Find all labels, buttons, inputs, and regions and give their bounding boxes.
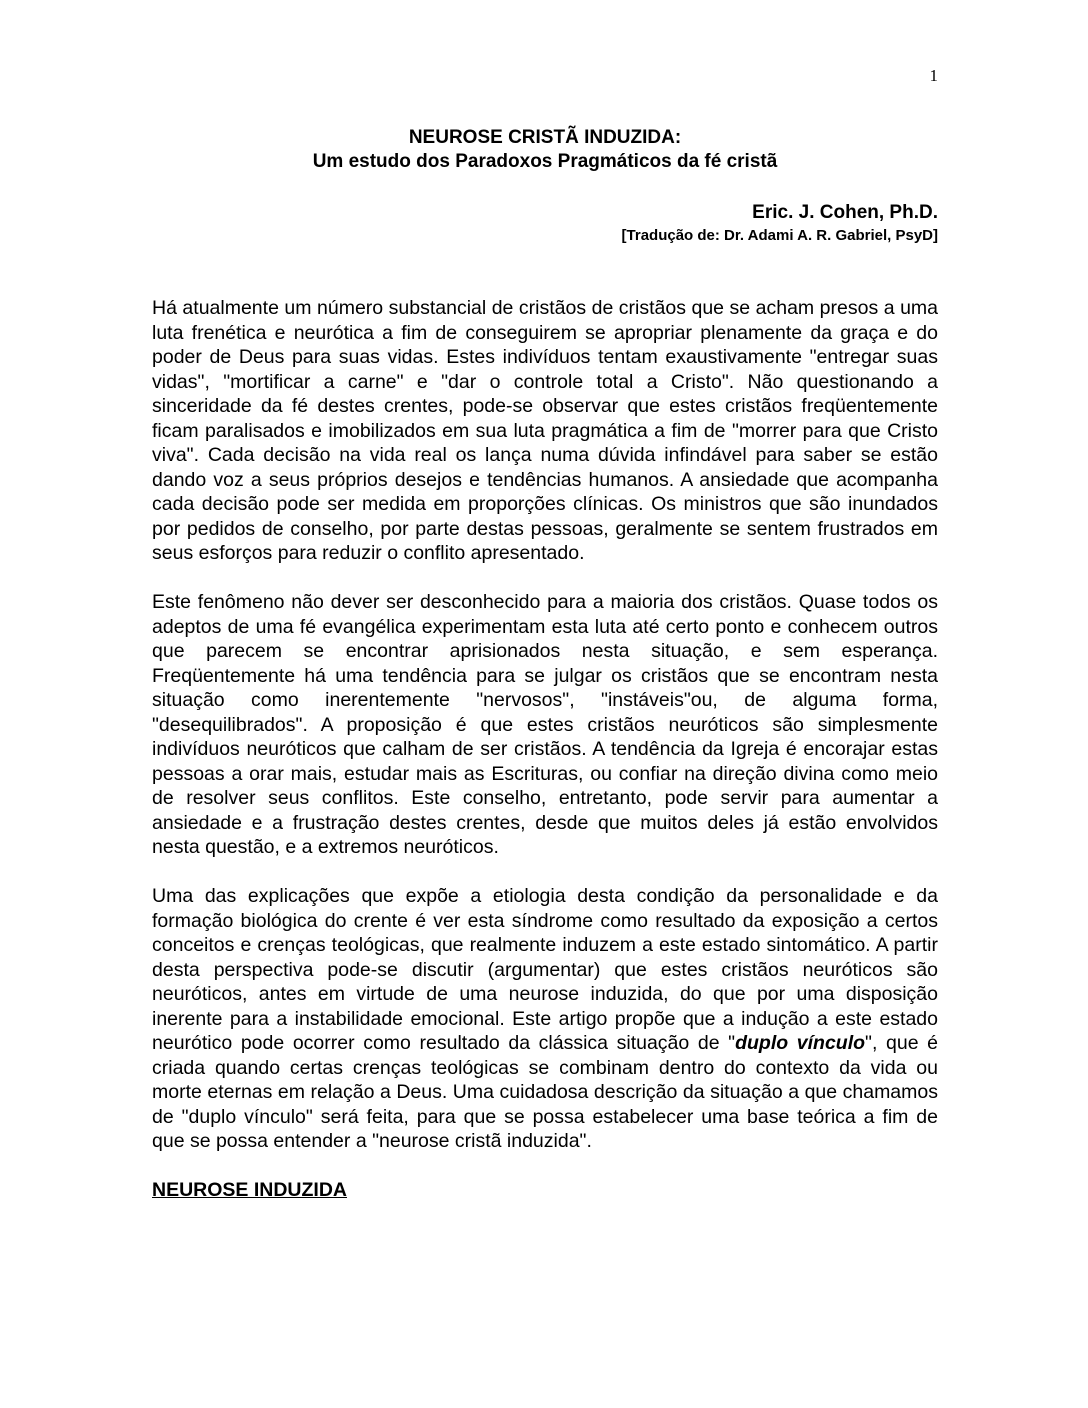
- paragraph-1: Há atualmente um número substancial de cristãos de cristãos que se acham presos a uma luta frenética e neurótica a fim de conseguirem se apropriar plenamente da graça e do poder de Deus para suas vidas. Estes indivíduos tentam exaustivamente "entregar suas vidas", "mortificar a carne" e "dar o controle total a Cristo". Não questionando a sinceridade da fé destes crentes, pode-se observar que estes cristãos freqüentemente ficam paralisados e imobilizados em sua luta pragmática a fim de "morrer para que Cristo viva". Cada decisão na vida real os lança numa dúvida infindável para saber se estão dando voz a seus próprios desejos e tendências humanos. A ansiedade que acompanha cada decisão pode ser medida em proporções clínicas. Os ministros que são inundados por pedidos de conselho, por parte destas pessoas, geralmente se sentem frustrados em seus esforços para reduzir o conflito apresentado.: [152, 297, 938, 564]
- paragraph-3-part-1: Uma das explicações que expõe a etiologia desta condição da personalidade e da formação biológica do crente é ver esta síndrome como resultado da exposição a certos conceitos e crenças teológicas, que realmente induzem a este estado sintomático. A partir desta perspectiva pode-se discutir (argumentar) que estes cristãos neuróticos são neuróticos, antes em virtude de uma neurose induzida, do que por uma disposição inerente para a instabilidade emocional. Este artigo propõe que a indução a este estado neurótico pode ocorrer como resultado da clássica situação de ": [152, 885, 938, 1054]
- paragraph-2: Este fenômeno não dever ser desconhecido para a maioria dos cristãos. Quase todos os adeptos de uma fé evangélica experimentam esta luta até certo ponto e conhecem outros que parecem se encontrar aprisionados nesta situação, e sem esperança. Freqüentemente há uma tendência para se julgar os cristãos que se encontram nesta situação como inerentemente "nervosos", "instáveis"ou, de alguma forma, "desequilibrados". A proposição é que estes cristãos neuróticos são simplesmente indivíduos neuróticos que calham de ser cristãos. A tendência da Igreja é encorajar estas pessoas a orar mais, estudar mais as Escrituras, ou confiar na direção divina como meio de resolver seus conflitos. Este conselho, entretanto, pode servir para aumentar a ansiedade e a frustração destes crentes, desde que muitos deles já estão envolvidos nesta questão, e a extremos neuróticos.: [152, 591, 938, 858]
- document-subtitle: Um estudo dos Paradoxos Pragmáticos da fé cristã: [312, 151, 778, 172]
- author-name: Eric. J. Cohen, Ph.D.: [752, 202, 938, 223]
- body-text: [152, 296, 938, 1203]
- emphasis-duplo-vinculo: duplo vínculo: [735, 1032, 866, 1054]
- author-block: [152, 200, 938, 246]
- title-block: [152, 126, 938, 174]
- paragraph-3: [152, 884, 938, 1154]
- document-title: NEUROSE CRISTÃ INDUZIDA:: [408, 127, 682, 148]
- page-number: 1: [929, 66, 938, 85]
- section-heading: NEUROSE INDUZIDA: [152, 1179, 348, 1201]
- translator-credit: [Tradução de: Dr. Adami A. R. Gabriel, PsyD]: [621, 227, 938, 244]
- paragraph-3-part-2: ", que é criada quando certas crenças teológicas se combinam dentro do contexto da vida ou morte eternas em relação a Deus. Uma cuidadosa descrição da situação a que chamamos de "duplo vínculo" será feita, para que se possa estabelecer uma base teórica a fim de que se possa entender a "neurose cristã induzida".: [152, 1032, 938, 1152]
